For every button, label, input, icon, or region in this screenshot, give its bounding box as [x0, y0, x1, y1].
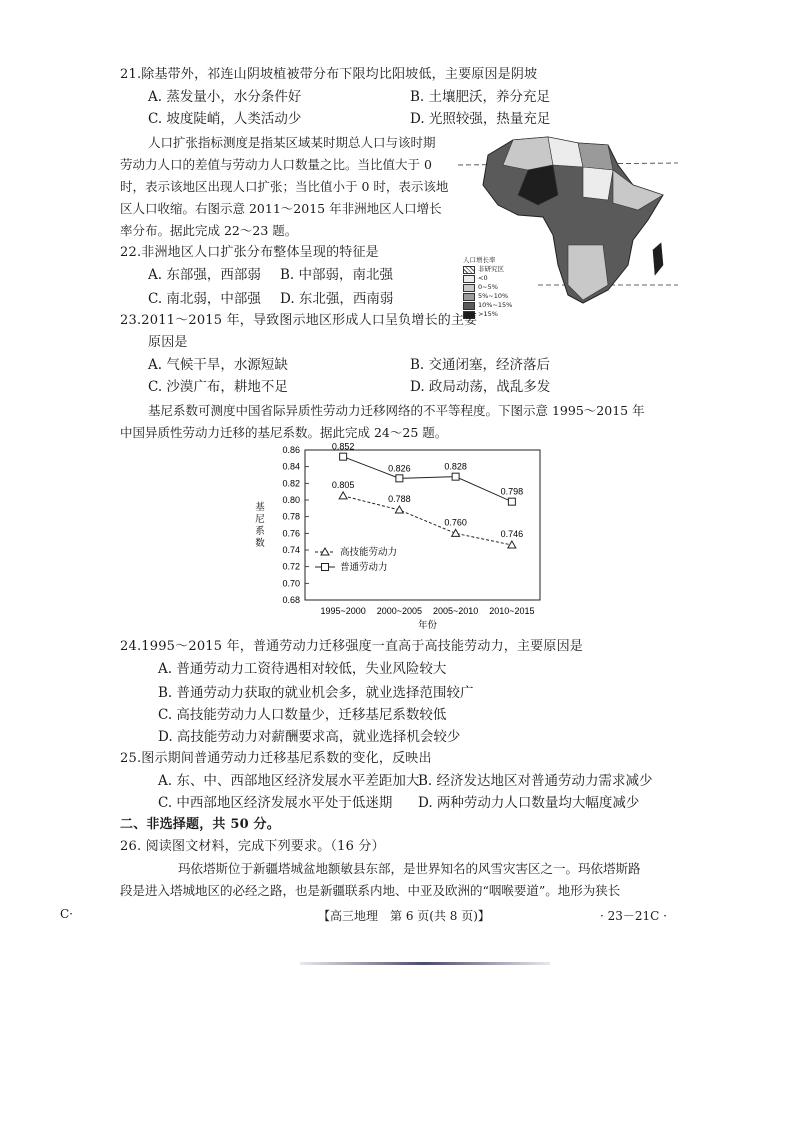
map-legend-item: [463, 274, 525, 283]
material2-line-1: 基尼系数可测度中国省际异质性劳动力迁移网络的不平等程度。下图示意 1995～2015 年: [148, 403, 645, 418]
y-axis-label-char: 尼: [255, 514, 265, 525]
map-legend-label: 0~5%: [478, 283, 498, 291]
madagascar-island: [653, 243, 663, 275]
q22-option-d: D. 东北强，西南弱: [280, 291, 394, 307]
q22-option-a: A. 东部强，西部弱: [148, 267, 261, 283]
series-point-triangle: [339, 492, 347, 499]
y-tick-label: 0.86: [282, 445, 300, 455]
series-line-0: [343, 457, 512, 502]
map-legend-item: [463, 283, 525, 292]
q24-stem: 24.1995～2015 年，普通劳动力迁移强度一直高于高技能劳动力，主要原因是: [120, 639, 583, 654]
data-label: 0.805: [331, 479, 355, 490]
data-label: 0.746: [500, 529, 524, 539]
data-label: 0.828: [444, 461, 467, 472]
page-footer: 【高三地理 第 6 页(共 8 页)】: [318, 909, 490, 923]
y-tick-label: 0.78: [282, 511, 300, 522]
y-tick-label: 0.70: [282, 578, 300, 589]
q24-option-b: B. 普通劳动力获取的就业机会多，就业选择范围较广: [158, 685, 474, 701]
q22-option-c: C. 南北弱，中部强: [148, 291, 261, 307]
series-point-triangle: [452, 529, 460, 536]
q23-option-a: A. 气候干旱，水源短缺: [148, 357, 288, 373]
data-label: 0.788: [388, 494, 411, 504]
q24-option-a: A. 普通劳动力工资待遇相对较低，失业风险较大: [158, 661, 447, 677]
page-edge-mark: C·: [60, 907, 73, 921]
x-axis-label: 年份: [417, 620, 438, 630]
q25-option-c: C. 中西部地区经济发展水平处于低迷期: [158, 795, 393, 811]
map-legend: [463, 256, 525, 319]
gini-line-chart: [240, 440, 560, 630]
map-legend-label: 10%~15%: [478, 301, 513, 309]
material2-line-2: 中国异质性劳动力迁移的基尼系数。据此完成 24～25 题。: [120, 425, 448, 440]
map-legend-swatch: [463, 293, 475, 301]
q24-option-d: D. 高技能劳动力对薪酬要求高，就业选择机会较少: [158, 729, 461, 745]
map-legend-swatch: [463, 284, 475, 292]
y-axis-label-char: 系: [255, 526, 265, 537]
q21-stem: 21.除基带外，祁连山阴坡植被带分布下限均比阳坡低，主要原因是阴坡: [120, 67, 538, 82]
q21-option-a: A. 蒸发量小，水分条件好: [148, 89, 302, 105]
data-label: 0.852: [331, 441, 355, 452]
x-tick-label: 2000~2005: [376, 606, 423, 616]
material1-line-1: 人口扩张指标测度是指某区域某时期总人口与该时期: [148, 135, 436, 150]
data-label: 0.826: [388, 463, 411, 474]
y-axis-label-char: 基: [255, 502, 265, 513]
q23-option-d: D. 政局动荡，战乱多发: [410, 379, 551, 395]
q22-option-b: B. 中部弱，南北强: [280, 267, 394, 283]
y-axis-label: [255, 501, 265, 549]
y-tick-label: 0.72: [282, 561, 300, 572]
series-point-square: [396, 475, 403, 482]
map-legend-title: 人口增长率: [463, 256, 496, 264]
data-label: 0.798: [500, 486, 524, 497]
legend-label: 普通劳动力: [340, 562, 388, 573]
series-point-square: [508, 498, 515, 505]
section-heading: 二、非选择题，共 50 分。: [120, 817, 280, 832]
q25-stem: 25.图示期间普通劳动力迁移基尼系数的变化，反映出: [120, 751, 432, 766]
q26-material-line-2: 段是进入塔城地区的必经之路，也是新疆联系内地、中亚及欧洲的“咽喉要道”。地形为狭长: [120, 883, 621, 898]
material1-line-4: 区人口收缩。右图示意 2011～2015 年非洲地区人口增长: [120, 201, 442, 216]
q21-option-b: B. 土壤肥沃，养分充足: [410, 89, 551, 105]
y-axis-label-char: 数: [255, 538, 265, 549]
legend-marker-square: [322, 564, 329, 571]
libya-region: [548, 137, 583, 167]
page-code: · 23－21C ·: [600, 909, 667, 923]
y-tick-label: 0.68: [282, 595, 300, 605]
q24-option-c: C. 高技能劳动力人口数量少，迁移基尼系数较低: [158, 707, 447, 723]
y-tick-label: 0.82: [282, 478, 300, 489]
map-legend-label: >15%: [478, 310, 498, 318]
q21-option-c: C. 坡度陡峭，人类活动少: [148, 111, 302, 127]
q22-stem: 22.非洲地区人口扩张分布整体呈现的特征是: [120, 245, 379, 260]
material1-line-3: 时，表示该地区出现人口扩张；当比值小于 0 时，表示该地: [120, 179, 449, 194]
map-legend-label: <0: [478, 274, 488, 282]
q23-stem-continued: 原因是: [148, 335, 188, 350]
map-legend-label: 非研究区: [478, 265, 504, 273]
legend-label: 高技能劳动力: [340, 547, 398, 558]
scan-artifact-bar: [300, 962, 550, 965]
q23-option-c: C. 沙漠广布，耕地不足: [148, 379, 288, 395]
y-tick-label: 0.80: [282, 495, 300, 505]
q26-stem: 26. 阅读图文材料，完成下列要求。（16 分）: [120, 839, 385, 854]
material1-line-5: 率分布。据此完成 22～23 题。: [120, 223, 298, 238]
q25-option-a: A. 东、中、西部地区经济发展水平差距加大: [158, 773, 420, 789]
chart-plot-frame: [305, 450, 540, 600]
map-legend-label: 5%~10%: [478, 292, 509, 300]
map-legend-swatch: [463, 275, 475, 283]
q26-material-line-1: 玛依塔斯位于新疆塔城盆地额敏县东部，是世界知名的风雪灾害区之一。玛依塔斯路: [178, 861, 641, 876]
map-legend-item: [463, 292, 525, 301]
map-legend-swatch: [463, 302, 475, 310]
data-label: 0.760: [444, 517, 467, 528]
q25-option-b: B. 经济发达地区对普通劳动力需求减少: [418, 773, 653, 789]
x-tick-label: 2010~2015: [489, 606, 535, 616]
q23-stem: 23.2011～2015 年，导致图示地区形成人口呈负增长的主要: [120, 313, 478, 328]
series-point-square: [452, 473, 459, 480]
y-tick-label: 0.84: [282, 461, 300, 472]
series-point-square: [340, 453, 347, 460]
map-legend-item: [463, 265, 525, 274]
map-legend-swatch: [463, 266, 475, 274]
series-point-triangle: [508, 541, 516, 548]
egypt-region: [578, 143, 613, 170]
material1-line-2: 劳动力人口的差值与劳动力人口数量之比。当比值大于 0: [120, 157, 432, 172]
y-tick-label: 0.74: [282, 545, 300, 555]
map-legend-item: [463, 301, 525, 310]
q23-option-b: B. 交通闭塞，经济落后: [410, 357, 551, 373]
y-tick-label: 0.76: [282, 528, 300, 539]
sudan-region: [583, 167, 613, 200]
series-line-1: [343, 496, 512, 545]
x-tick-label: 1995~2000: [320, 606, 366, 616]
q25-option-d: D. 两种劳动力人口数量均大幅度减少: [418, 795, 640, 811]
q21-option-d: D. 光照较强，热量充足: [410, 111, 551, 127]
x-tick-label: 2005~2010: [432, 606, 479, 616]
